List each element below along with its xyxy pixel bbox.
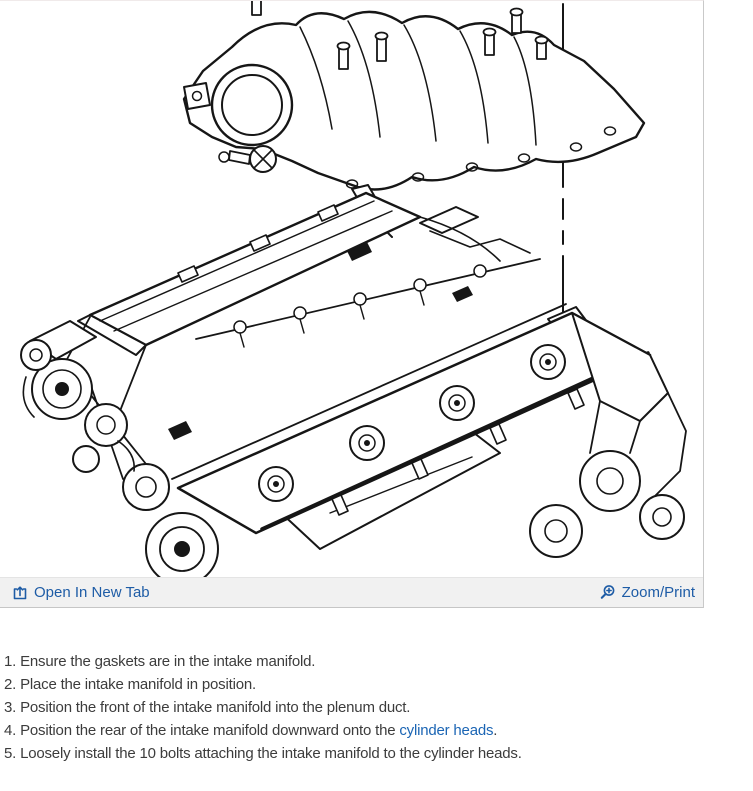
front-accessory-drive bbox=[21, 321, 218, 577]
instruction-step-4 bbox=[4, 719, 753, 742]
magnifier-plus-icon bbox=[599, 584, 616, 601]
open-in-new-tab-icon bbox=[12, 585, 28, 601]
instruction-step-1 bbox=[4, 650, 753, 673]
open-in-new-tab-label: Open In New Tab bbox=[34, 584, 150, 601]
step-4-text-prefix: 4. Position the rear of the intake manifold downward onto the bbox=[4, 722, 400, 739]
open-in-new-tab-button[interactable] bbox=[12, 584, 150, 601]
instruction-step-2 bbox=[4, 673, 753, 696]
engine-diagram-figure bbox=[0, 1, 703, 577]
instruction-step-3 bbox=[4, 696, 753, 719]
step-2-text: 2. Place the intake manifold in position. bbox=[4, 676, 256, 693]
step-1-text: 1. Ensure the gaskets are in the intake manifold. bbox=[4, 653, 316, 670]
zoom-print-label: Zoom/Print bbox=[621, 584, 695, 601]
viewer-toolbar bbox=[0, 577, 703, 608]
cylinder-heads-link[interactable]: cylinder heads bbox=[399, 722, 494, 739]
intake-manifold-drawing bbox=[184, 1, 644, 237]
step-3-text: 3. Position the front of the intake manifold into the plenum duct. bbox=[4, 699, 411, 716]
step-5-text: 5. Loosely install the 10 bolts attaching the intake manifold to the cylinder heads. bbox=[4, 745, 522, 762]
zoom-print-button[interactable] bbox=[599, 584, 695, 601]
engine-block-drawing bbox=[21, 193, 686, 577]
engine-line-drawing bbox=[0, 1, 703, 577]
step-4-text-suffix: . bbox=[493, 722, 498, 739]
instruction-list bbox=[0, 650, 753, 765]
left-valve-cover bbox=[78, 193, 420, 355]
instruction-step-5 bbox=[4, 742, 753, 765]
